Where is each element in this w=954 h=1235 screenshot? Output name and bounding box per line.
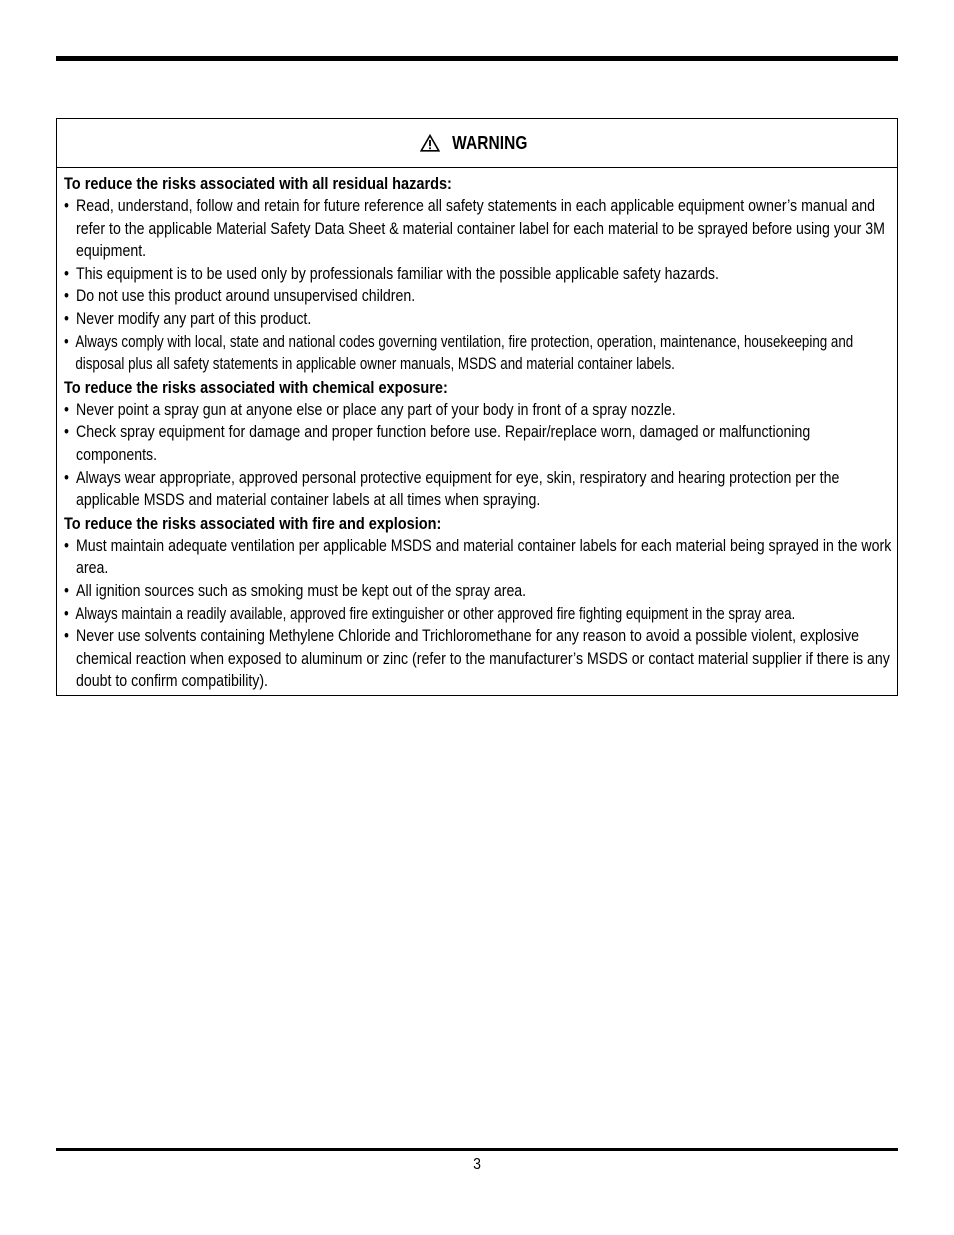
list-item: • Always maintain a readily available, approved fire extinguisher or other approved fire fighting equipment in the spray area. (64, 603, 893, 626)
section-heading-residual-hazards: To reduce the risks associated with all residual hazards: (64, 175, 452, 193)
section-heading-chemical-exposure: To reduce the risks associated with chemical exposure: (64, 378, 448, 397)
list-item: • Never use solvents containing Methylene Chloride and Trichloromethane for any reason to avoid a possible violent, explosive chemical reaction when exposed to aluminum or zinc (refer to the manufacturer’s MSDS or contact material supplier if there is any doubt to confirm compatibility). (64, 625, 893, 693)
section-heading-fire-explosion: To reduce the risks associated with fire and explosion: (64, 514, 442, 533)
warning-title: WARNING (452, 132, 528, 153)
list-item: • Check spray equipment for damage and proper function before use. Repair/replace worn, damaged or malfunctioning components. (64, 421, 893, 466)
list-item: • Must maintain adequate ventilation per applicable MSDS and material container labels for each material being sprayed in the work area. (64, 535, 893, 580)
warning-body (57, 168, 892, 693)
fire-explosion-list (64, 535, 892, 693)
list-item: • This equipment is to be used only by professionals familiar with the possible applicable safety hazards. (64, 263, 893, 286)
warning-triangle-icon (420, 134, 440, 152)
page-number: 3 (473, 1156, 481, 1173)
list-item: • Do not use this product around unsupervised children. (64, 285, 893, 308)
top-rule (56, 56, 898, 61)
chemical-exposure-list (64, 399, 892, 512)
warning-box (56, 118, 898, 696)
residual-hazards-list (64, 195, 892, 376)
warning-header (57, 119, 897, 168)
list-item: • All ignition sources such as smoking must be kept out of the spray area. (64, 580, 893, 603)
list-item: • Never point a spray gun at anyone else or place any part of your body in front of a spray nozzle. (64, 399, 893, 422)
list-item: • Always wear appropriate, approved personal protective equipment for eye, skin, respiratory and hearing protection per the applicable MSDS and material container labels at all times when spraying. (64, 467, 893, 512)
list-item: • Never modify any part of this product. (64, 308, 893, 331)
list-item: • Read, understand, follow and retain for future reference all safety statements in each applicable equipment owner’s manual and refer to the applicable Material Safety Data Sheet & material container label for each material to be sprayed before using your 3M equipment. (64, 195, 893, 263)
bottom-rule (56, 1148, 898, 1151)
list-item: • Always comply with local, state and national codes governing ventilation, fire protection, operation, maintenance, housekeeping and disposal plus all safety statements in applicable owner manuals, MSDS and material container labels. (64, 331, 893, 376)
